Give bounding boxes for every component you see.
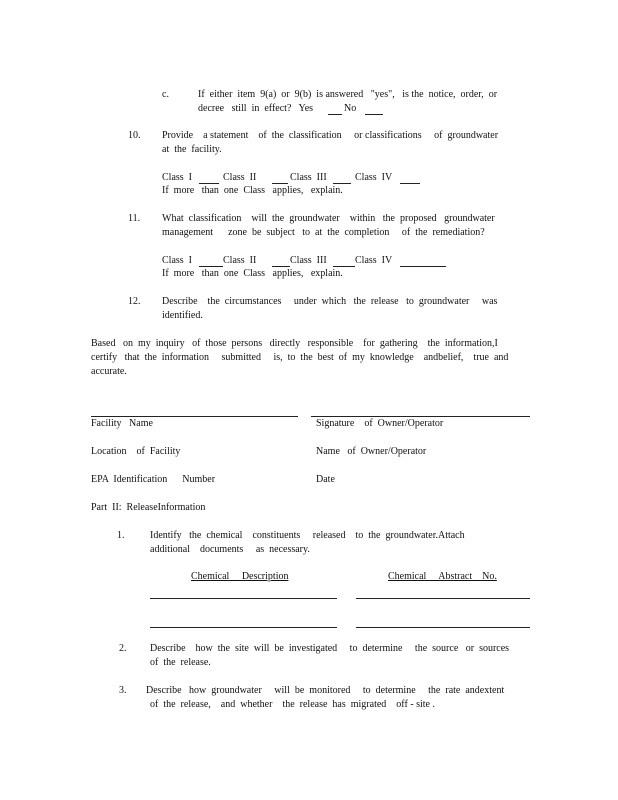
q11-class-iv: Class IV <box>355 255 393 266</box>
part2-q2-number: 2. <box>119 643 127 654</box>
part2-q1-line1: Identify the chemical constituents released to the groundwater.Attach <box>150 530 465 541</box>
facility-name-line[interactable] <box>91 416 298 417</box>
part2-q1-number: 1. <box>117 530 125 541</box>
q10-class-iii-blank[interactable] <box>333 183 351 184</box>
part2-heading: Part II: ReleaseInformation <box>91 502 206 513</box>
q10-class-iii: Class III <box>290 172 327 183</box>
chemical-abstract-row1[interactable] <box>356 598 530 599</box>
q10-explain: If more than one Class applies, explain. <box>162 185 343 196</box>
epa-id-label: EPA Identification Number <box>91 474 216 485</box>
chemical-description-row1[interactable] <box>150 598 337 599</box>
q11-line2: management zone be subject to at the completion of the remediation? <box>162 227 485 238</box>
q12-line1: Describe the circumstances under which the release to groundwater was <box>162 296 498 307</box>
part2-q3-line1: Describe how groundwater will be monitored to determine the rate andextent <box>146 685 505 696</box>
q11-class-iii-blank[interactable] <box>333 266 355 267</box>
location-label: Location of Facility <box>91 446 181 457</box>
part2-q3-number: 3. <box>119 685 127 696</box>
q11-class-ii-blank[interactable] <box>272 266 290 267</box>
yes-blank[interactable] <box>328 114 342 115</box>
date-label: Date <box>316 474 335 485</box>
item-c-marker: c. <box>162 89 169 100</box>
certification-line2: certify that the information submitted is, to the best of my knowledge andbelief, true and <box>91 352 509 363</box>
q10-class-ii-blank[interactable] <box>272 183 288 184</box>
chemical-description-header: Chemical Description <box>191 571 289 582</box>
certification-line1: Based on my inquiry of those persons directly responsible for gathering the information,I <box>91 338 498 349</box>
q11-number: 11. <box>128 213 141 224</box>
signature-line[interactable] <box>311 416 530 417</box>
q11-class-iii: Class III <box>290 255 327 266</box>
q11-line1: What classification will the groundwater within the proposed groundwater <box>162 213 495 224</box>
q12-line2: identified. <box>162 310 203 321</box>
q10-number: 10. <box>128 130 141 141</box>
facility-name-label: Facility Name <box>91 418 153 429</box>
part2-q2-line1: Describe how the site will be investigated to determine the source or sources <box>150 643 510 654</box>
no-blank[interactable] <box>365 114 383 115</box>
part2-q1-line2: additional documents as necessary. <box>150 544 310 555</box>
q12-number: 12. <box>128 296 141 307</box>
part2-q3-line2: of the release, and whether the release has migrated off - site . <box>150 699 435 710</box>
q10-class-iv: Class IV <box>355 172 393 183</box>
part2-q2-line2: of the release. <box>150 657 211 668</box>
q11-class-iv-blank[interactable] <box>400 266 446 267</box>
chemical-abstract-header: Chemical Abstract No. <box>388 571 497 582</box>
q11-class-ii: Class II <box>223 255 257 266</box>
chemical-description-row2[interactable] <box>150 627 337 628</box>
q10-line1: Provide a statement of the classification or classifications of groundwater <box>162 130 499 141</box>
q10-class-iv-blank[interactable] <box>400 183 420 184</box>
q10-line2: at the facility. <box>162 144 222 155</box>
q10-class-i-blank[interactable] <box>199 183 219 184</box>
q11-class-i-blank[interactable] <box>199 266 223 267</box>
q10-class-i: Class I <box>162 172 192 183</box>
item-c-line2: decree still in effect? Yes <box>198 103 314 114</box>
signature-label: Signature of Owner/Operator <box>316 418 444 429</box>
no-label: No <box>344 103 357 114</box>
q11-class-i: Class I <box>162 255 192 266</box>
q11-explain: If more than one Class applies, explain. <box>162 268 343 279</box>
item-c-line1: If either item 9(a) or 9(b) is answered "yes", is the notice, order, or <box>198 89 498 100</box>
q10-class-ii: Class II <box>223 172 257 183</box>
owner-name-label: Name of Owner/Operator <box>316 446 427 457</box>
chemical-abstract-row2[interactable] <box>356 627 530 628</box>
certification-line3: accurate. <box>91 366 127 377</box>
